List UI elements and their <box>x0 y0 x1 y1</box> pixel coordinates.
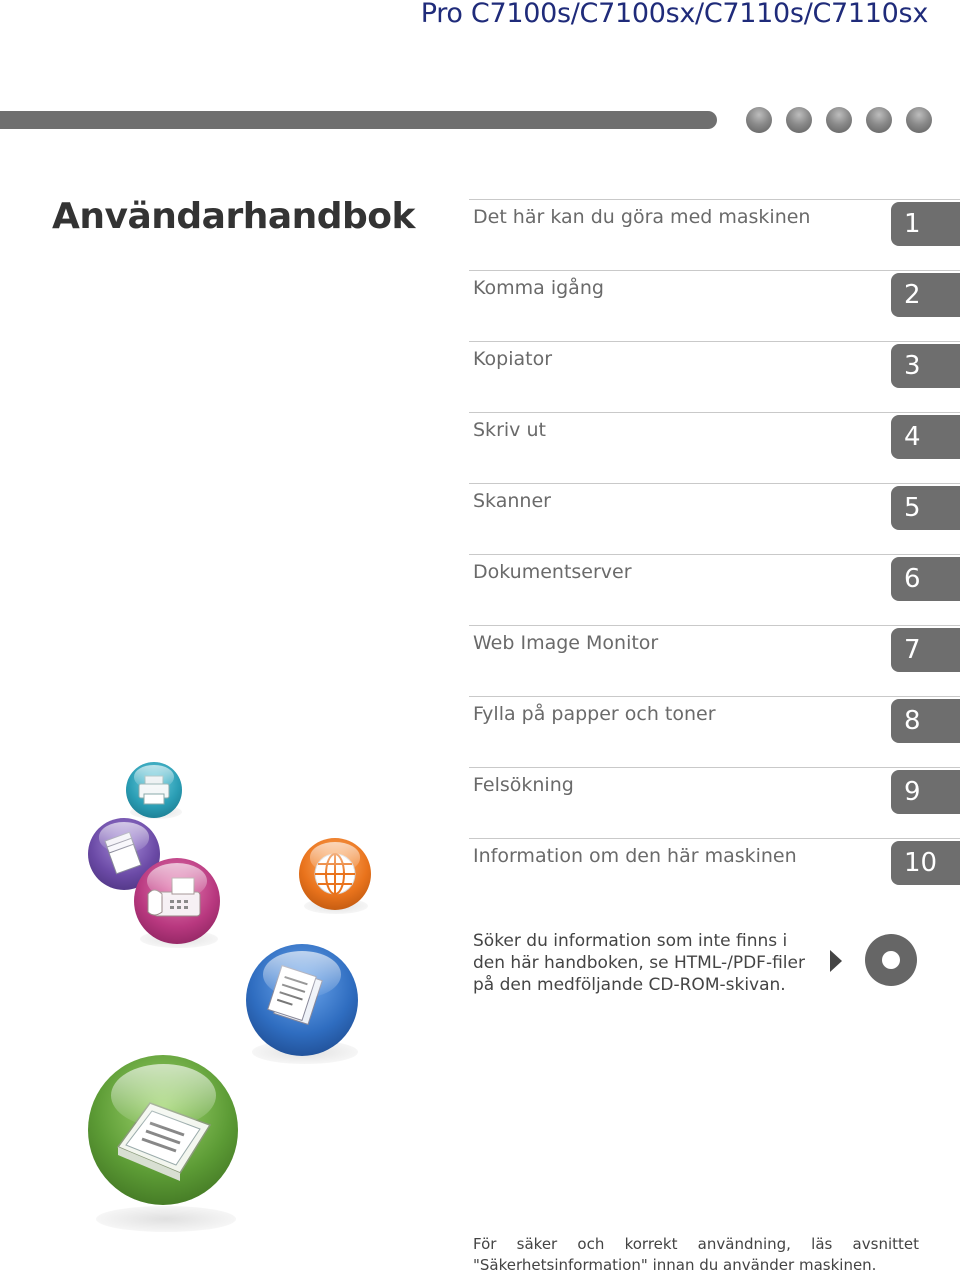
chapter-label: Web Image Monitor <box>473 632 659 654</box>
chapter-tab[interactable]: 8 <box>891 699 960 743</box>
chapter-tab[interactable]: 7 <box>891 628 960 672</box>
chapter-item-9[interactable] <box>469 767 960 838</box>
chapter-tab[interactable]: 1 <box>891 202 960 246</box>
scanner-icon <box>88 1055 238 1205</box>
chapter-item-2[interactable] <box>469 270 960 341</box>
chapter-item-3[interactable] <box>469 341 960 412</box>
chapter-tab[interactable]: 6 <box>891 557 960 601</box>
chapter-item-8[interactable] <box>469 696 960 767</box>
chapter-label: Kopiator <box>473 348 553 370</box>
safety-note: För säker och korrekt användning, läs avsnittet "Säkerhetsinformation" innan du använder maskinen. <box>473 1235 919 1274</box>
header-bar <box>0 111 717 129</box>
decorative-dot <box>746 107 772 133</box>
manual-title: Användarhandbok <box>52 196 415 237</box>
chapter-tab[interactable]: 5 <box>891 486 960 530</box>
chapter-item-5[interactable] <box>469 483 960 554</box>
documents-icon <box>246 944 358 1056</box>
chapter-item-6[interactable] <box>469 554 960 625</box>
chapter-label: Skanner <box>473 490 551 512</box>
printer-icon <box>126 762 182 818</box>
decorative-dot <box>906 107 932 133</box>
chapter-item-1[interactable] <box>469 199 960 270</box>
chapter-tab[interactable]: 2 <box>891 273 960 317</box>
decorative-dot <box>866 107 892 133</box>
chapter-label: Felsökning <box>473 774 574 796</box>
chapter-tab[interactable]: 3 <box>891 344 960 388</box>
fax-icon <box>134 858 220 944</box>
chapter-item-7[interactable] <box>469 625 960 696</box>
chapter-label: Komma igång <box>473 277 604 299</box>
decorative-dot <box>826 107 852 133</box>
chapter-label: Det här kan du göra med maskinen <box>473 206 811 228</box>
globe-icon <box>299 838 371 910</box>
cd-rom-info-text: Söker du information som inte finns i den här handboken, se HTML-/PDF-filer på den medföljande CD-ROM-skivan. <box>473 931 805 995</box>
decorative-dot <box>786 107 812 133</box>
chapter-label: Information om den här maskinen <box>473 845 797 867</box>
play-arrow-icon <box>830 950 842 972</box>
chapter-label: Fylla på papper och toner <box>473 703 716 725</box>
chapter-item-4[interactable] <box>469 412 960 483</box>
chapter-tab[interactable]: 4 <box>891 415 960 459</box>
chapter-tab[interactable]: 10 <box>891 841 960 885</box>
chapter-label: Dokumentserver <box>473 561 632 583</box>
chapter-tab[interactable]: 9 <box>891 770 960 814</box>
chapter-item-10[interactable] <box>469 838 960 909</box>
chapter-label: Skriv ut <box>473 419 546 441</box>
cd-rom-icon <box>865 934 917 986</box>
product-title: Pro C7100s/C7100sx/C7110s/C7110sx <box>420 0 928 29</box>
